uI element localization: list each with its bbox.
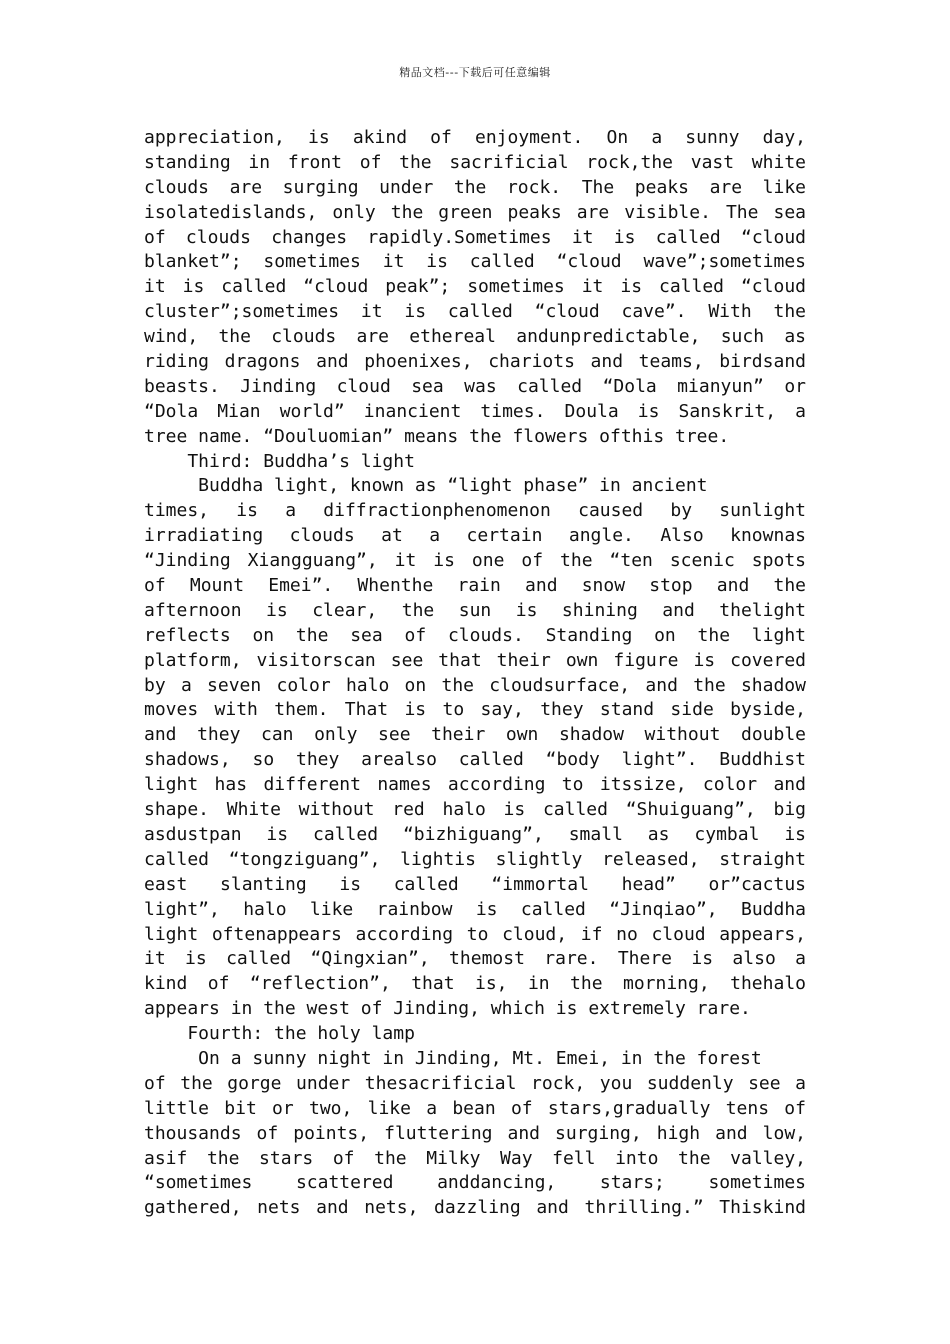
- text-line: “sometimes scattered anddancing, stars; sometimes: [144, 1172, 806, 1194]
- text-line: by a seven color halo on the cloudsurface, and the shadow: [144, 674, 806, 696]
- text-line: “Dola Mian world” inancient times. Doula is Sanskrit, a: [144, 400, 806, 422]
- text-line: Fourth: the holy lamp: [144, 1023, 415, 1045]
- text-line: called “tongziguang”, lightis slightly released, straight: [144, 848, 806, 870]
- text-line: wind, the clouds are ethereal andunpredictable, such as: [144, 326, 806, 348]
- text-line: it is called “cloud peak”; sometimes it is called “cloud: [144, 276, 806, 298]
- text-line: shadows, so they arealso called “body light”. Buddhist: [144, 749, 806, 771]
- text-line: and they can only see their own shadow without double: [144, 724, 806, 746]
- text-line: riding dragons and phoenixes, chariots and teams, birdsand: [144, 351, 806, 373]
- text-line: irradiating clouds at a certain angle. Also knownas: [144, 525, 806, 547]
- text-line: appears in the west of Jinding, which is extremely rare.: [144, 998, 751, 1020]
- text-line: appreciation, is akind of enjoyment. On a sunny day,: [144, 127, 806, 148]
- text-line: gathered, nets and nets, dazzling and thrilling.” Thiskind: [144, 1197, 806, 1219]
- text-line: light”, halo like rainbow is called “Jinqiao”, Buddha: [144, 898, 806, 920]
- text-line: times, is a diffractionphenomenon caused by sunlight: [144, 500, 806, 522]
- text-line: afternoon is clear, the sun is shining and thelight: [144, 599, 806, 621]
- text-line: cluster”;sometimes it is called “cloud cave”. With the: [144, 301, 806, 323]
- text-line: isolatedislands, only the green peaks are visible. The sea: [144, 201, 806, 223]
- text-line: moves with them. That is to say, they stand side byside,: [144, 699, 806, 721]
- text-line: east slanting is called “immortal head” or”cactus: [144, 873, 806, 895]
- body-text: [144, 126, 806, 1221]
- text-line: light has different names according to itssize, color and: [144, 774, 806, 796]
- text-line: Buddha light, known as “light phase” in ancient: [144, 475, 708, 497]
- text-line: clouds are surging under the rock. The peaks are like: [144, 176, 806, 198]
- text-line: it is called “Qingxian”, themost rare. There is also a: [144, 948, 806, 970]
- text-line: reflects on the sea of clouds. Standing on the light: [144, 624, 806, 646]
- text-line: shape. White without red halo is called “Shuiguang”, big: [144, 799, 806, 821]
- text-line: platform, visitorscan see that their own figure is covered: [144, 649, 806, 671]
- text-line: of clouds changes rapidly.Sometimes it is called “cloud: [144, 226, 806, 248]
- text-line: beasts. Jinding cloud sea was called “Dola mianyun” or: [144, 375, 806, 397]
- text-line: asdustpan is called “bizhiguang”, small as cymbal is: [144, 823, 806, 845]
- text-line: asif the stars of the Milky Way fell into the valley,: [144, 1147, 806, 1169]
- text-line: of Mount Emei”. Whenthe rain and snow stop and the: [144, 575, 806, 597]
- text-line: tree name. “Douluomian” means the flowers ofthis tree.: [144, 425, 730, 447]
- text-line: little bit or two, like a bean of stars,gradually tens of: [144, 1097, 806, 1119]
- text-line: standing in front of the sacrificial rock,the vast white: [144, 151, 806, 173]
- text-line: Third: Buddha’s light: [144, 450, 415, 472]
- text-line: “Jinding Xiangguang”, it is one of the “ten scenic spots: [144, 550, 806, 572]
- text-line: thousands of points, fluttering and surging, high and low,: [144, 1122, 806, 1144]
- running-header: 精品文档---下载后可任意编辑: [399, 66, 551, 79]
- text-line: kind of “reflection”, that is, in the morning, thehalo: [144, 973, 806, 995]
- text-line: On a sunny night in Jinding, Mt. Emei, in the forest: [144, 1047, 762, 1069]
- text-line: blanket”; sometimes it is called “cloud wave”;sometimes: [144, 251, 806, 273]
- text-line: light oftenappears according to cloud, if no cloud appears,: [144, 923, 806, 945]
- text-line: of the gorge under thesacrificial rock, you suddenly see a: [144, 1072, 806, 1094]
